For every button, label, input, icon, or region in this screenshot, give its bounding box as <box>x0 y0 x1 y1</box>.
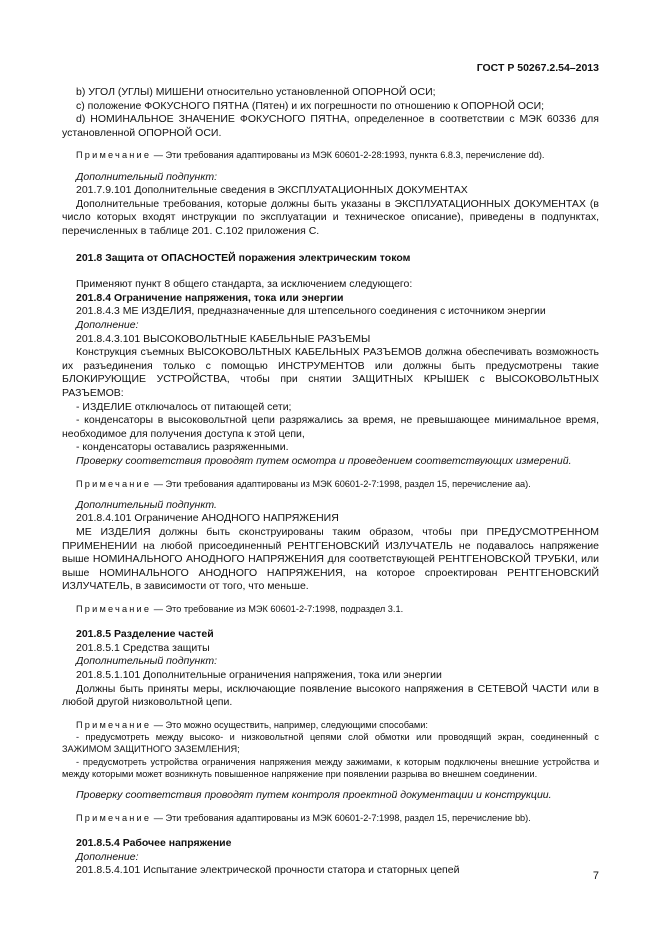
note-3 <box>62 603 599 615</box>
note-text: — Эти требования адаптированы из МЭК 60601-2-28:1993, пункта 6.8.3, перечисление dd). <box>151 150 545 161</box>
list-item: - ИЗДЕЛИЕ отключалось от питающей сети; <box>76 400 292 413</box>
addition-label: Дополнение: <box>76 850 139 863</box>
section-heading-201-8-5-4: 201.8.5.4 Рабочее напряжение <box>76 837 232 850</box>
note-5 <box>62 812 599 824</box>
note-4 <box>62 719 599 731</box>
paragraph: Должны быть приняты меры, исключающие появление высокого напряжения в СЕТЕВОЙ ЧАСТИ или в любой другой низковольтной цепи. <box>62 682 599 709</box>
note-text: — Эти требования адаптированы из МЭК 60601-2-7:1998, раздел 15, перечисление bb). <box>151 812 531 823</box>
clause-201-8-4-3-101: 201.8.4.3.101 ВЫСОКОВОЛЬТНЫЕ КАБЕЛЬНЫЕ РАЗЪЕМЫ <box>76 332 371 345</box>
addition-label: Дополнение: <box>76 319 139 332</box>
note-text: — Эти требования адаптированы из МЭК 60601-2-7:1998, раздел 15, перечисление аа). <box>151 478 531 489</box>
clause-201-8-5-1-101: 201.8.5.1.101 Дополнительные ограничения напряжения, тока или энергии <box>76 669 442 682</box>
list-item: - конденсаторы в высоковольтной цепи разряжались за время, не превышающее минимальное время, необходимое для получения доступа к этой цепи, <box>62 414 599 440</box>
section-heading-201-8-4: 201.8.4 Ограничение напряжения, тока или энергии <box>76 291 344 304</box>
page-body <box>62 58 599 878</box>
clause-201-7-9-101: 201.7.9.101 Дополнительные сведения в ЭКСПЛУАТАЦИОННЫХ ДОКУМЕНТАХ <box>76 184 468 197</box>
list-item-c: c) положение ФОКУСНОГО ПЯТНА (Пятен) и их погрешности по отношению к ОПОРНОЙ ОСИ; <box>76 99 545 112</box>
note-text: — Это требование из МЭК 60601-2-7:1998, подраздел 3.1. <box>151 604 404 614</box>
note-list-item: - предусмотреть устройства ограничения напряжения между зажимами, к которым подключены внешние устройства и между которыми может возникнуть повышенное напряжение при появлении разрыва во внешнем соединении. <box>62 756 599 780</box>
clause-201-8-5-1: 201.8.5.1 Средства защиты <box>76 641 210 654</box>
compliance-check: Проверку соответствия проводят путем контроля проектной документации и конструкции. <box>76 789 552 802</box>
note-label: Примечание <box>76 150 152 161</box>
page-number: 7 <box>592 870 599 882</box>
paragraph: МЕ ИЗДЕЛИЯ должны быть сконструированы таким образом, чтобы при ПРЕДУСМОТРЕННОМ ПРИМЕНЕНИИ на любой присоединенный РЕНТГЕНОВСКИЙ ИЗЛУЧАТЕЛЬ не подавалось напряжение выше НОМИНАЛЬНОГО АНОДНОГО НАПРЯЖЕНИЯ для соответствующей РЕНТГЕНОВСКОЙ ТРУБКИ, или выше НОМИНАЛЬНОГО АНОДНОГО НАПРЯЖЕНИЯ, на которое спроектирован РЕНТГЕНОВСКИЙ ИЗЛУЧАТЕЛЬ, в зависимости от того, что меньше. <box>62 526 599 593</box>
clause-201-8-4-3: 201.8.4.3 МЕ ИЗДЕЛИЯ, предназначенные для штепсельного соединения с источником энергии <box>76 305 546 318</box>
clause-201-8-5-4-101: 201.8.5.4.101 Испытание электрической прочности статора и статорных цепей <box>76 864 460 877</box>
note-list-item: - предусмотреть между высоко- и низковольтной цепями слой обмотки или проводящий экран, соединенный с ЗАЖИМОМ ЗАЩИТНОГО ЗАЗЕМЛЕНИЯ; <box>62 732 599 755</box>
list-item-b: b) УГОЛ (УГЛЫ) МИШЕНИ относительно установленной ОПОРНОЙ ОСИ; <box>76 86 436 98</box>
note-label: Примечание <box>76 812 152 823</box>
document-header: ГОСТ Р 50267.2.54–2013 <box>476 62 599 74</box>
note-text: — Это можно осуществить, например, следующими способами: <box>151 719 428 730</box>
subclause-label: Дополнительный подпункт. <box>76 498 217 511</box>
compliance-check: Проверку соответствия проводят путем осмотра и проведением соответствующих измерений. <box>76 454 572 467</box>
subclause-label: Дополнительный подпункт: <box>76 655 218 668</box>
paragraph: Дополнительные требования, которые должны быть указаны в ЭКСПЛУАТАЦИОННЫХ ДОКУМЕНТАХ (в число которых входят инструкции по эксплуатации и техническое описание), приведены в подпунктах, перечисленных в таблице 201. С.102 приложения С. <box>62 197 599 238</box>
paragraph: Конструкция съемных ВЫСОКОВОЛЬТНЫХ КАБЕЛЬНЫХ РАЗЪЕМОВ должна обеспечивать возможность их разъединения только с помощью ИНСТРУМЕНТОВ или должны быть предусмотрены такие БЛОКИРУЮЩИЕ УСТРОЙСТВА, чтобы при снятии ЗАЩИТНЫХ КРЫШЕК с ВЫСОКОВОЛЬТНЫХ РАЗЪЕМОВ: <box>62 346 599 399</box>
clause-201-8-4-101: 201.8.4.101 Ограничение АНОДНОГО НАПРЯЖЕНИЯ <box>76 512 339 525</box>
section-heading-201-8: 201.8 Защита от ОПАСНОСТЕЙ поражения электрическим током <box>76 251 411 264</box>
paragraph: Применяют пункт 8 общего стандарта, за исключением следующего: <box>76 278 413 291</box>
note-1 <box>62 149 599 161</box>
list-item-d: d) НОМИНАЛЬНОЕ ЗНАЧЕНИЕ ФОКУСНОГО ПЯТНА, определенное в соответствии с МЭК 60336 для установленной ОПОРНОЙ ОСИ. <box>62 113 599 139</box>
section-heading-201-8-5: 201.8.5 Разделение частей <box>76 628 214 641</box>
list-item: - конденсаторы оставались разряженными. <box>76 441 289 454</box>
note-label: Примечание <box>76 478 152 489</box>
subclause-label: Дополнительный подпункт: <box>76 170 218 183</box>
note-label: Примечание <box>76 604 152 614</box>
note-label: Примечание <box>76 719 152 730</box>
note-2 <box>62 478 599 490</box>
